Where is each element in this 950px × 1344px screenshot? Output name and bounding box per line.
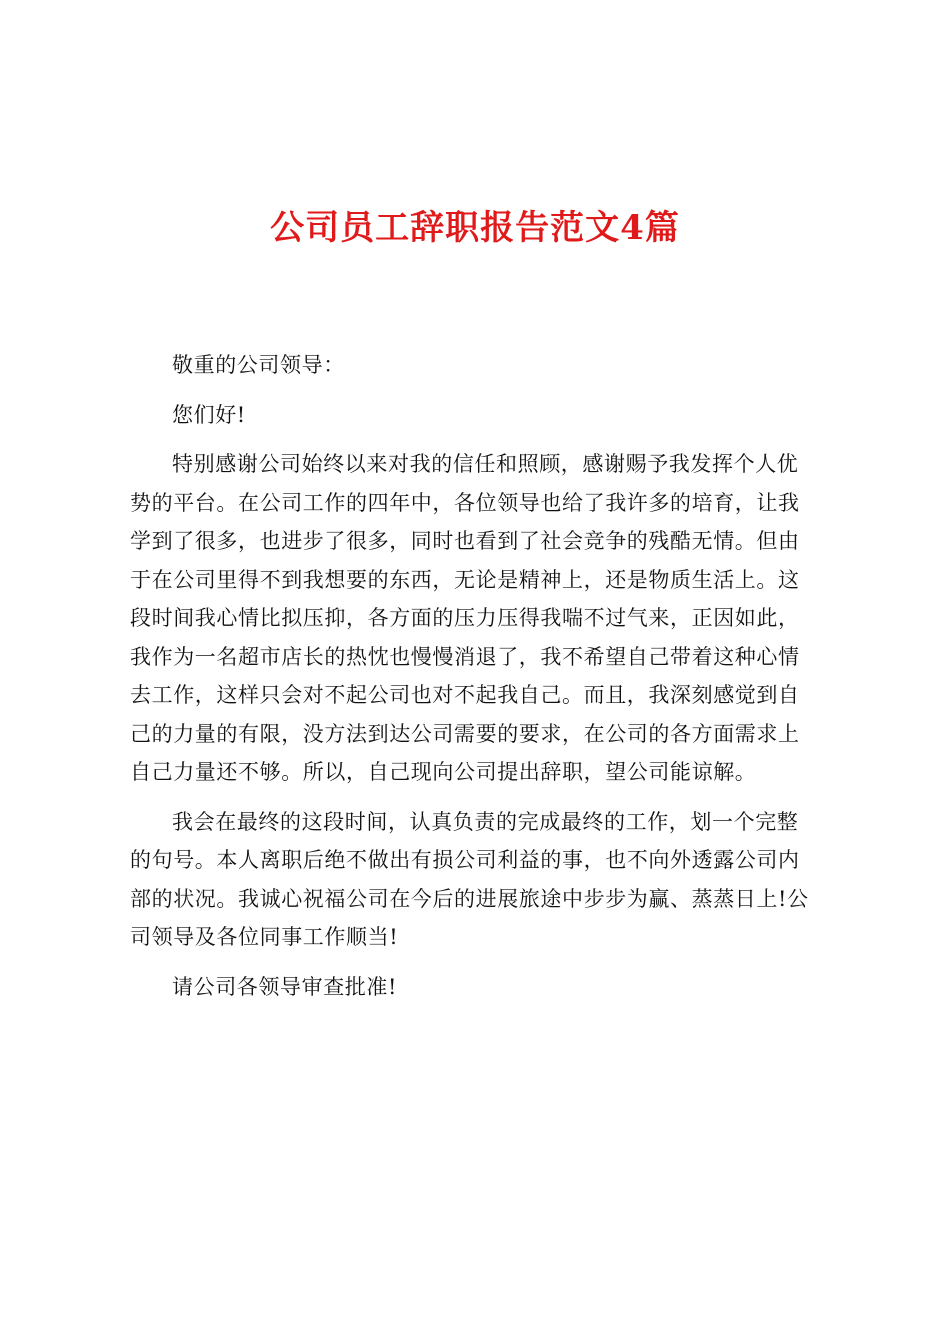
closing: 请公司各领导审查批准!	[172, 974, 398, 999]
paragraph-1-line: 段时间我心情比拟压抑，各方面的压力压得我喘不过气来，正因如此，	[130, 606, 800, 630]
document-body	[130, 346, 830, 1017]
paragraph-1-line: 于在公司里得不到我想要的东西，无论是精神上，还是物质生活上。这	[130, 567, 800, 592]
paragraph-1-line: 己的力量的有限，没方法到达公司需要的要求，在公司的各方面需求上	[130, 721, 800, 746]
paragraph-2-line: 我会在最终的这段时间，认真负责的完成最终的工作，划一个完整	[172, 809, 799, 834]
paragraph-1-line: 我作为一名超市店长的热忱也慢慢消退了，我不希望自己带着这种心情	[130, 644, 800, 669]
paragraph-1-line: 自己力量还不够。所以，自己现向公司提出辞职，望公司能谅解。	[130, 760, 757, 784]
salutation: 敬重的公司领导：	[172, 353, 345, 377]
paragraph-1-line: 学到了很多，也进步了很多，同时也看到了社会竞争的残酷无情。但由	[130, 529, 800, 553]
paragraph-1-line: 势的平台。在公司工作的四年中，各位领导也给了我许多的培育，让我	[130, 490, 800, 515]
greeting: 您们好!	[172, 402, 246, 427]
paragraph-1-line: 特别感谢公司始终以来对我的信任和照顾，感谢赐予我发挥个人优	[172, 452, 799, 476]
paragraph-2	[130, 803, 830, 957]
paragraph-2-line: 部的状况。我诚心祝福公司在今后的进展旅途中步步为赢、蒸蒸日上!公	[130, 886, 809, 911]
paragraph-2-line: 司领导及各位同事工作顺当!	[130, 925, 399, 949]
paragraph-2-line: 的句号。本人离职后绝不做出有损公司利益的事，也不向外透露公司内	[130, 848, 800, 872]
paragraph-1-line: 去工作，这样只会对不起公司也对不起我自己。而且，我深刻感觉到自	[130, 683, 800, 707]
paragraph-1	[130, 445, 830, 792]
document-title: 公司员工辞职报告范文4篇	[270, 208, 680, 248]
